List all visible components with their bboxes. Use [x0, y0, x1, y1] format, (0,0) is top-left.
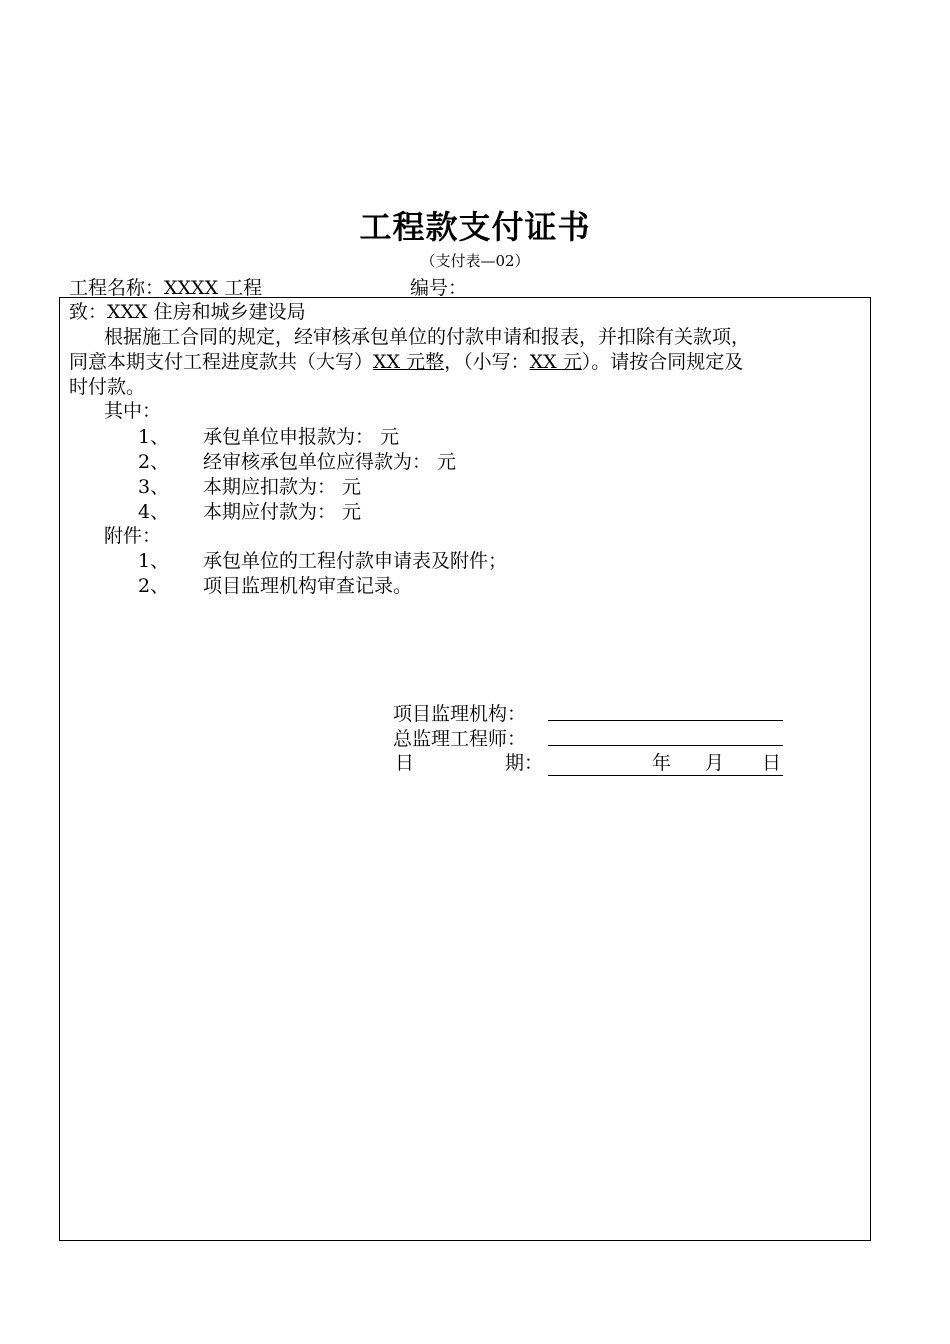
detail-number: 1、 — [138, 426, 170, 448]
attachment-item-application: 承包单位的工程付款申请表及附件； — [203, 550, 508, 572]
detail-number: 4、 — [138, 501, 170, 523]
amount-in-figures: XX 元 — [529, 351, 582, 373]
text-segment: 同意本期支付工程进度款共（大写） — [69, 351, 374, 373]
detail-number: 2、 — [138, 451, 170, 473]
body-paragraph-line-2 — [69, 350, 743, 375]
detail-item-declared-amount: 承包单位申报款为： 元 — [203, 426, 400, 448]
supervision-org-field[interactable] — [548, 719, 783, 721]
detail-number: 3、 — [138, 476, 170, 498]
chief-engineer-signature-field[interactable] — [548, 744, 783, 746]
supervision-org-label: 项目监理机构： — [393, 703, 527, 725]
page-title: 工程款支付证书 — [359, 208, 591, 246]
body-paragraph-line-3: 时付款。 — [69, 376, 146, 398]
date-label-char: 日 — [395, 752, 415, 774]
date-label-suffix: 期： — [505, 752, 544, 774]
attachments-heading: 附件： — [104, 525, 162, 547]
attachment-number: 1、 — [138, 550, 170, 572]
detail-item-deduction: 本期应扣款为： 元 — [203, 476, 362, 498]
attachment-number: 2、 — [138, 575, 170, 597]
recipient-line: 致：XXX 住房和城乡建设局 — [69, 301, 306, 323]
project-name: 工程名称：XXXX 工程 — [69, 277, 263, 299]
details-heading: 其中： — [104, 400, 162, 422]
text-segment: ）。请按合同规定及 — [581, 351, 744, 373]
day-label: 日 — [761, 752, 781, 774]
body-paragraph-line-1: 根据施工合同的规定，经审核承包单位的付款申请和报表，并扣除有关款项， — [104, 326, 751, 348]
detail-item-payable: 本期应付款为： 元 — [203, 501, 362, 523]
chief-engineer-label: 总监理工程师： — [393, 728, 527, 750]
date-field[interactable] — [548, 748, 783, 776]
detail-item-approved-amount: 经审核承包单位应得款为： 元 — [203, 451, 457, 473]
attachment-item-review-record: 项目监理机构审查记录。 — [203, 575, 413, 597]
amount-in-words: XX 元整 — [373, 351, 445, 373]
year-label: 年 — [651, 752, 671, 774]
form-code: （支付表—02） — [420, 252, 530, 270]
document-number-label: 编号： — [410, 277, 468, 299]
month-label: 月 — [704, 752, 724, 774]
text-segment: ，（小写： — [444, 351, 530, 373]
